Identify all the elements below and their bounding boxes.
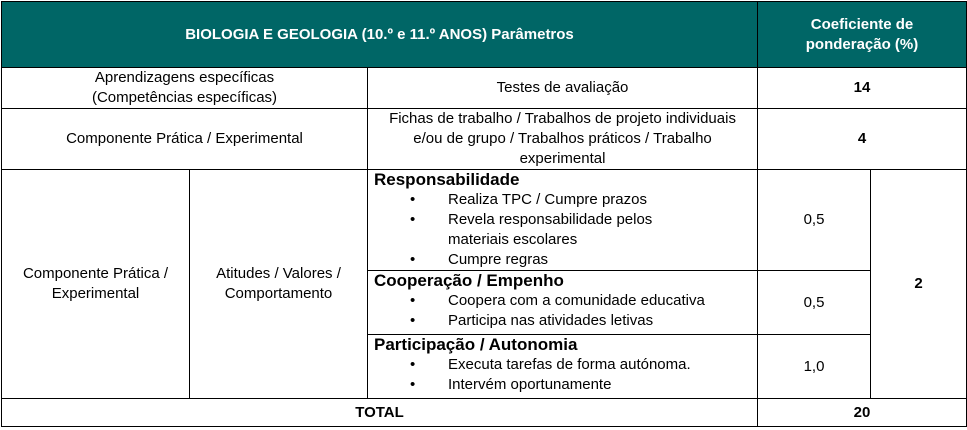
list-item: • Cumpre regras <box>374 250 751 270</box>
header-title: BIOLOGIA E GEOLOGIA (10.º e 11.º ANOS) Parâmetros <box>2 2 758 68</box>
total-row <box>2 399 967 427</box>
criterion-responsabilidade <box>368 170 758 271</box>
total-value: 20 <box>758 399 967 427</box>
criterion-title: Responsabilidade <box>374 170 520 189</box>
domain-cell: Componente Prática / Experimental <box>2 170 190 399</box>
weight-cell: 1,0 <box>758 335 871 399</box>
weight-cell: 0,5 <box>758 170 871 271</box>
criterion-title: Cooperação / Empenho <box>374 271 564 290</box>
parameter-cell: Fichas de trabalho / Trabalhos de projeto individuais e/ou de grupo / Trabalhos práticos / Trabalho experimental <box>368 109 758 170</box>
criterion-list <box>374 291 751 331</box>
coefficient-cell: 14 <box>758 68 967 109</box>
criterion-title: Participação / Autonomia <box>374 335 578 354</box>
table-row <box>2 109 967 170</box>
domain-cell: Aprendizagens específicas (Competências específicas) <box>2 68 368 109</box>
header-coefficient: Coeficiente de ponderação (%) <box>758 2 967 68</box>
list-item: • Executa tarefas de forma autónoma. <box>374 355 751 375</box>
list-item: • Participa nas atividades letivas <box>374 311 751 331</box>
grading-table <box>1 1 967 427</box>
list-item: • Realiza TPC / Cumpre prazos <box>374 190 751 210</box>
coefficient-cell: 2 <box>871 170 967 399</box>
criteria-row <box>2 170 967 271</box>
domain-cell: Componente Prática / Experimental <box>2 109 368 170</box>
coefficient-cell: 4 <box>758 109 967 170</box>
attitudes-cell: Atitudes / Valores / Comportamento <box>190 170 368 399</box>
criterion-list <box>374 190 751 270</box>
table-row <box>2 68 967 109</box>
parameter-cell: Testes de avaliação <box>368 68 758 109</box>
criterion-list <box>374 355 751 395</box>
criterion-participacao <box>368 335 758 399</box>
header-row <box>2 2 967 68</box>
weight-cell: 0,5 <box>758 271 871 335</box>
total-label: TOTAL <box>2 399 758 427</box>
list-item: • Revela responsabilidade pelos materiais escolares <box>374 210 751 250</box>
list-item: • Intervém oportunamente <box>374 375 751 395</box>
list-item: • Coopera com a comunidade educativa <box>374 291 751 311</box>
criterion-cooperacao <box>368 271 758 335</box>
